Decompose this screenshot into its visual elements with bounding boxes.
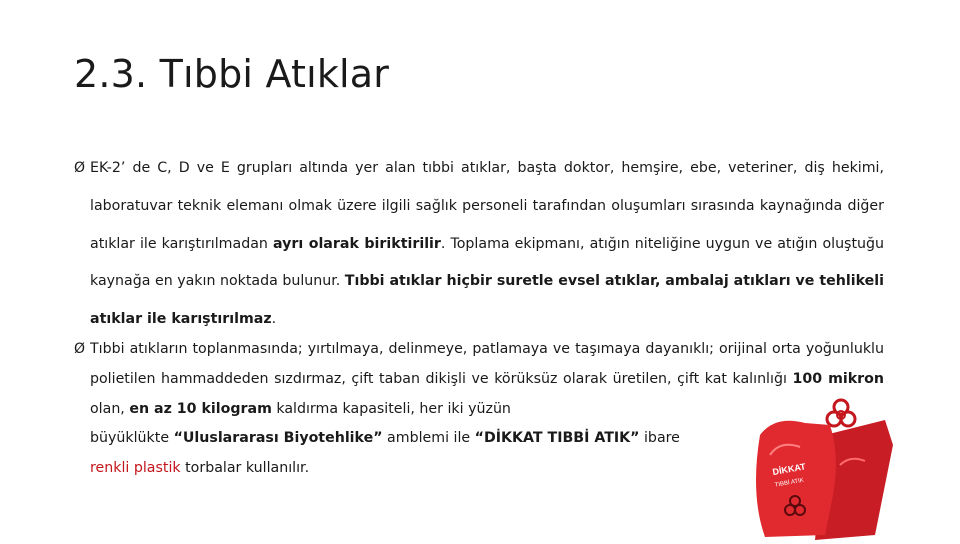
text-run: . Toplama ekipmanı, atığın niteliğine uygun ve atığın oluştuğu kaynağa en yakın noktada bulunur. — [90, 235, 885, 290]
bold-run: “DİKKAT TIBBİ ATIK” — [474, 430, 640, 447]
bullet-1-text — [90, 160, 884, 327]
bold-run: Tıbbi atıklar hiçbir suretle evsel atıklar, ambalaj atıkları ve tehlikeli atıklar ile karıştırılmaz — [90, 273, 884, 328]
text-run: . — [271, 311, 277, 328]
red-text-run: renkli plastik — [90, 460, 181, 477]
slide-title: 2.3. Tıbbi Atıklar — [74, 52, 390, 96]
text-run: olan, — [90, 400, 130, 417]
text-run: ibare — [639, 430, 680, 447]
text-run: büyüklükte — [90, 430, 174, 447]
arrow-bullet-icon: Ø — [74, 160, 86, 176]
bold-run: “Uluslararası Biyotehlike” — [173, 430, 383, 447]
text-run: amblemi ile — [382, 430, 475, 447]
bold-run: ayrı olarak biriktirilir — [272, 235, 441, 252]
text-run: EK-2’ de C, D ve E grupları altında yer alan tıbbi atıklar, başta doktor, hemşire, ebe, veteriner, diş hekimi, laboratuvar teknik elemanı olmak üzere ilgili sağlık personeli tarafından oluşumları sırasında kaynağında diğer atıklar ile karıştırılmadan — [90, 160, 884, 252]
bold-run: 100 mikron — [792, 370, 885, 387]
bold-run: en az 10 kilogram — [129, 400, 272, 417]
text-run: torbalar kullanılır. — [180, 460, 310, 477]
bags-illustration — [745, 395, 895, 540]
text-run: kaldırma kapasiteli, her iki yüzün — [271, 400, 511, 417]
text-run: Tıbbi atıkların toplanmasında; yırtılmaya, delinmeye, patlamaya ve taşımaya dayanıklı; orijinal orta yoğunluklu polietilen hammaddeden sızdırmaz, çift taban dikişli ve körüksüz olarak üretilen, çift kat kalınlığı — [90, 340, 884, 387]
biohazard-icon — [827, 400, 855, 426]
bullet-item-1 — [74, 150, 884, 339]
medical-waste-bags-image — [745, 395, 895, 540]
bag-label: DİKKAT — [771, 461, 807, 478]
arrow-bullet-icon: Ø — [74, 340, 86, 357]
bag-small-label: TIBBİ ATIK — [774, 477, 805, 489]
